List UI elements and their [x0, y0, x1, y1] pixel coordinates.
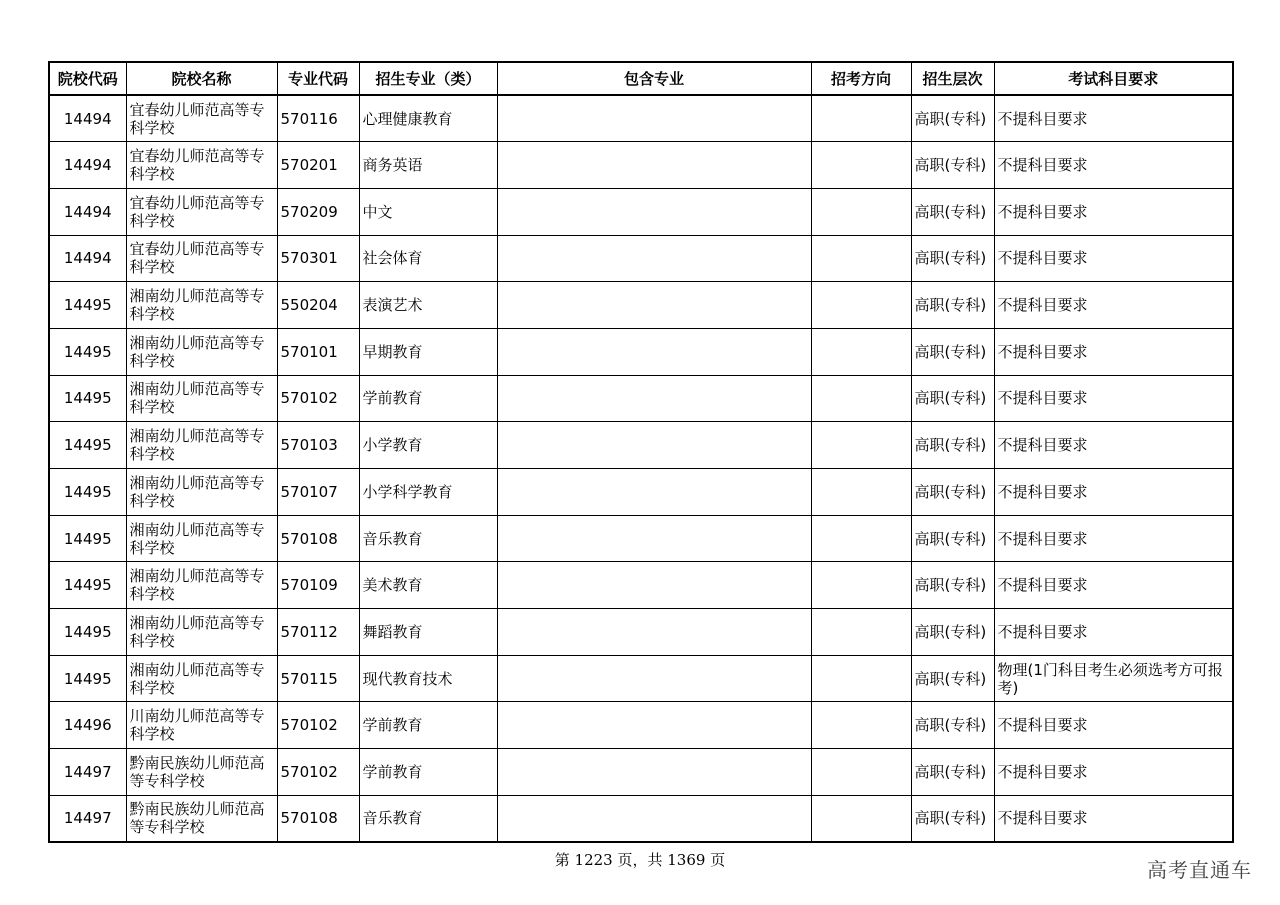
cell-school-name: 黔南民族幼儿师范高等专科学校 [126, 749, 277, 796]
cell-direction [811, 375, 911, 422]
cell-direction [811, 282, 911, 329]
cell-subject-requirement: 物理(1门科目考生必须选考方可报考) [994, 655, 1233, 702]
table-row [49, 562, 1233, 609]
cell-major: 中文 [359, 188, 497, 235]
cell-included-majors [497, 328, 811, 375]
cell-included-majors [497, 795, 811, 842]
cell-subject-requirement: 不提科目要求 [994, 235, 1233, 282]
cell-included-majors [497, 142, 811, 189]
cell-major-code: 570102 [277, 749, 359, 796]
cell-subject-requirement: 不提科目要求 [994, 749, 1233, 796]
cell-school-name: 湘南幼儿师范高等专科学校 [126, 562, 277, 609]
cell-school-code: 14494 [49, 235, 126, 282]
cell-direction [811, 422, 911, 469]
header-direction: 招考方向 [811, 62, 911, 95]
cell-direction [811, 142, 911, 189]
cell-included-majors [497, 469, 811, 516]
cell-major-code: 570101 [277, 328, 359, 375]
cell-subject-requirement: 不提科目要求 [994, 562, 1233, 609]
cell-major-code: 570301 [277, 235, 359, 282]
cell-school-name: 湘南幼儿师范高等专科学校 [126, 328, 277, 375]
cell-included-majors [497, 282, 811, 329]
table-header [49, 62, 1233, 95]
table-row [49, 515, 1233, 562]
cell-level: 高职(专科) [911, 375, 994, 422]
cell-level: 高职(专科) [911, 95, 994, 142]
header-major: 招生专业（类） [359, 62, 497, 95]
cell-level: 高职(专科) [911, 562, 994, 609]
cell-included-majors [497, 422, 811, 469]
cell-direction [811, 469, 911, 516]
table-row [49, 469, 1233, 516]
cell-major-code: 570108 [277, 795, 359, 842]
cell-included-majors [497, 749, 811, 796]
cell-school-code: 14495 [49, 609, 126, 656]
cell-school-name: 川南幼儿师范高等专科学校 [126, 702, 277, 749]
cell-major-code: 550204 [277, 282, 359, 329]
cell-included-majors [497, 609, 811, 656]
cell-major: 学前教育 [359, 749, 497, 796]
cell-school-name: 湘南幼儿师范高等专科学校 [126, 515, 277, 562]
cell-direction [811, 795, 911, 842]
cell-level: 高职(专科) [911, 328, 994, 375]
cell-school-name: 宜春幼儿师范高等专科学校 [126, 95, 277, 142]
cell-direction [811, 749, 911, 796]
cell-major-code: 570102 [277, 702, 359, 749]
cell-school-name: 宜春幼儿师范高等专科学校 [126, 188, 277, 235]
header-level: 招生层次 [911, 62, 994, 95]
cell-school-code: 14496 [49, 702, 126, 749]
cell-direction [811, 702, 911, 749]
table-row [49, 609, 1233, 656]
cell-major-code: 570201 [277, 142, 359, 189]
cell-major: 早期教育 [359, 328, 497, 375]
cell-major: 学前教育 [359, 375, 497, 422]
cell-direction [811, 562, 911, 609]
cell-level: 高职(专科) [911, 609, 994, 656]
cell-major: 小学科学教育 [359, 469, 497, 516]
cell-major-code: 570209 [277, 188, 359, 235]
cell-subject-requirement: 不提科目要求 [994, 609, 1233, 656]
admissions-table [48, 61, 1234, 843]
cell-major: 小学教育 [359, 422, 497, 469]
cell-major-code: 570102 [277, 375, 359, 422]
table-row [49, 188, 1233, 235]
cell-included-majors [497, 562, 811, 609]
cell-subject-requirement: 不提科目要求 [994, 95, 1233, 142]
watermark-logo: 高考直通车 [1147, 858, 1252, 882]
table-body [49, 95, 1233, 842]
cell-major-code: 570115 [277, 655, 359, 702]
cell-school-name: 湘南幼儿师范高等专科学校 [126, 655, 277, 702]
cell-school-name: 宜春幼儿师范高等专科学校 [126, 235, 277, 282]
cell-subject-requirement: 不提科目要求 [994, 328, 1233, 375]
table-row [49, 749, 1233, 796]
header-major-code: 专业代码 [277, 62, 359, 95]
table-row [49, 655, 1233, 702]
cell-major-code: 570116 [277, 95, 359, 142]
cell-included-majors [497, 188, 811, 235]
header-subject-requirement: 考试科目要求 [994, 62, 1233, 95]
cell-school-name: 湘南幼儿师范高等专科学校 [126, 422, 277, 469]
header-school-code: 院校代码 [49, 62, 126, 95]
header-row [49, 62, 1233, 95]
cell-school-name: 宜春幼儿师范高等专科学校 [126, 142, 277, 189]
cell-major: 舞蹈教育 [359, 609, 497, 656]
cell-major: 社会体育 [359, 235, 497, 282]
cell-major: 音乐教育 [359, 795, 497, 842]
table-row [49, 795, 1233, 842]
cell-level: 高职(专科) [911, 422, 994, 469]
cell-major-code: 570108 [277, 515, 359, 562]
table-row [49, 328, 1233, 375]
table-row [49, 375, 1233, 422]
cell-level: 高职(专科) [911, 469, 994, 516]
cell-subject-requirement: 不提科目要求 [994, 188, 1233, 235]
cell-direction [811, 95, 911, 142]
cell-major-code: 570107 [277, 469, 359, 516]
cell-level: 高职(专科) [911, 702, 994, 749]
cell-major: 学前教育 [359, 702, 497, 749]
cell-included-majors [497, 515, 811, 562]
cell-direction [811, 515, 911, 562]
table-row [49, 142, 1233, 189]
cell-school-code: 14495 [49, 655, 126, 702]
cell-major: 现代教育技术 [359, 655, 497, 702]
cell-subject-requirement: 不提科目要求 [994, 469, 1233, 516]
cell-direction [811, 235, 911, 282]
cell-included-majors [497, 235, 811, 282]
cell-major: 表演艺术 [359, 282, 497, 329]
page-number: 第 1223 页，共 1369 页 [554, 851, 726, 869]
cell-direction [811, 609, 911, 656]
cell-major-code: 570112 [277, 609, 359, 656]
cell-school-name: 湘南幼儿师范高等专科学校 [126, 282, 277, 329]
cell-subject-requirement: 不提科目要求 [994, 375, 1233, 422]
table-row [49, 235, 1233, 282]
cell-level: 高职(专科) [911, 282, 994, 329]
cell-major: 音乐教育 [359, 515, 497, 562]
cell-major-code: 570109 [277, 562, 359, 609]
cell-school-code: 14494 [49, 188, 126, 235]
cell-school-code: 14495 [49, 282, 126, 329]
cell-school-code: 14495 [49, 562, 126, 609]
cell-included-majors [497, 702, 811, 749]
cell-level: 高职(专科) [911, 188, 994, 235]
cell-subject-requirement: 不提科目要求 [994, 702, 1233, 749]
cell-included-majors [497, 655, 811, 702]
cell-subject-requirement: 不提科目要求 [994, 282, 1233, 329]
cell-level: 高职(专科) [911, 515, 994, 562]
cell-included-majors [497, 95, 811, 142]
cell-school-code: 14495 [49, 375, 126, 422]
cell-subject-requirement: 不提科目要求 [994, 142, 1233, 189]
cell-direction [811, 655, 911, 702]
cell-major: 美术教育 [359, 562, 497, 609]
cell-school-name: 黔南民族幼儿师范高等专科学校 [126, 795, 277, 842]
cell-major: 商务英语 [359, 142, 497, 189]
cell-subject-requirement: 不提科目要求 [994, 422, 1233, 469]
cell-direction [811, 328, 911, 375]
cell-school-code: 14495 [49, 469, 126, 516]
header-school-name: 院校名称 [126, 62, 277, 95]
cell-level: 高职(专科) [911, 655, 994, 702]
cell-major-code: 570103 [277, 422, 359, 469]
cell-subject-requirement: 不提科目要求 [994, 515, 1233, 562]
cell-level: 高职(专科) [911, 749, 994, 796]
cell-major: 心理健康教育 [359, 95, 497, 142]
cell-subject-requirement: 不提科目要求 [994, 795, 1233, 842]
table-row [49, 95, 1233, 142]
cell-level: 高职(专科) [911, 142, 994, 189]
cell-level: 高职(专科) [911, 795, 994, 842]
cell-school-code: 14494 [49, 142, 126, 189]
cell-school-name: 湘南幼儿师范高等专科学校 [126, 609, 277, 656]
cell-level: 高职(专科) [911, 235, 994, 282]
cell-direction [811, 188, 911, 235]
cell-school-code: 14495 [49, 422, 126, 469]
cell-school-code: 14494 [49, 95, 126, 142]
cell-school-code: 14497 [49, 749, 126, 796]
cell-school-code: 14495 [49, 328, 126, 375]
cell-school-name: 湘南幼儿师范高等专科学校 [126, 469, 277, 516]
table-row [49, 422, 1233, 469]
cell-school-code: 14497 [49, 795, 126, 842]
cell-included-majors [497, 375, 811, 422]
cell-school-code: 14495 [49, 515, 126, 562]
table-row [49, 702, 1233, 749]
header-included-majors: 包含专业 [497, 62, 811, 95]
table-row [49, 282, 1233, 329]
cell-school-name: 湘南幼儿师范高等专科学校 [126, 375, 277, 422]
